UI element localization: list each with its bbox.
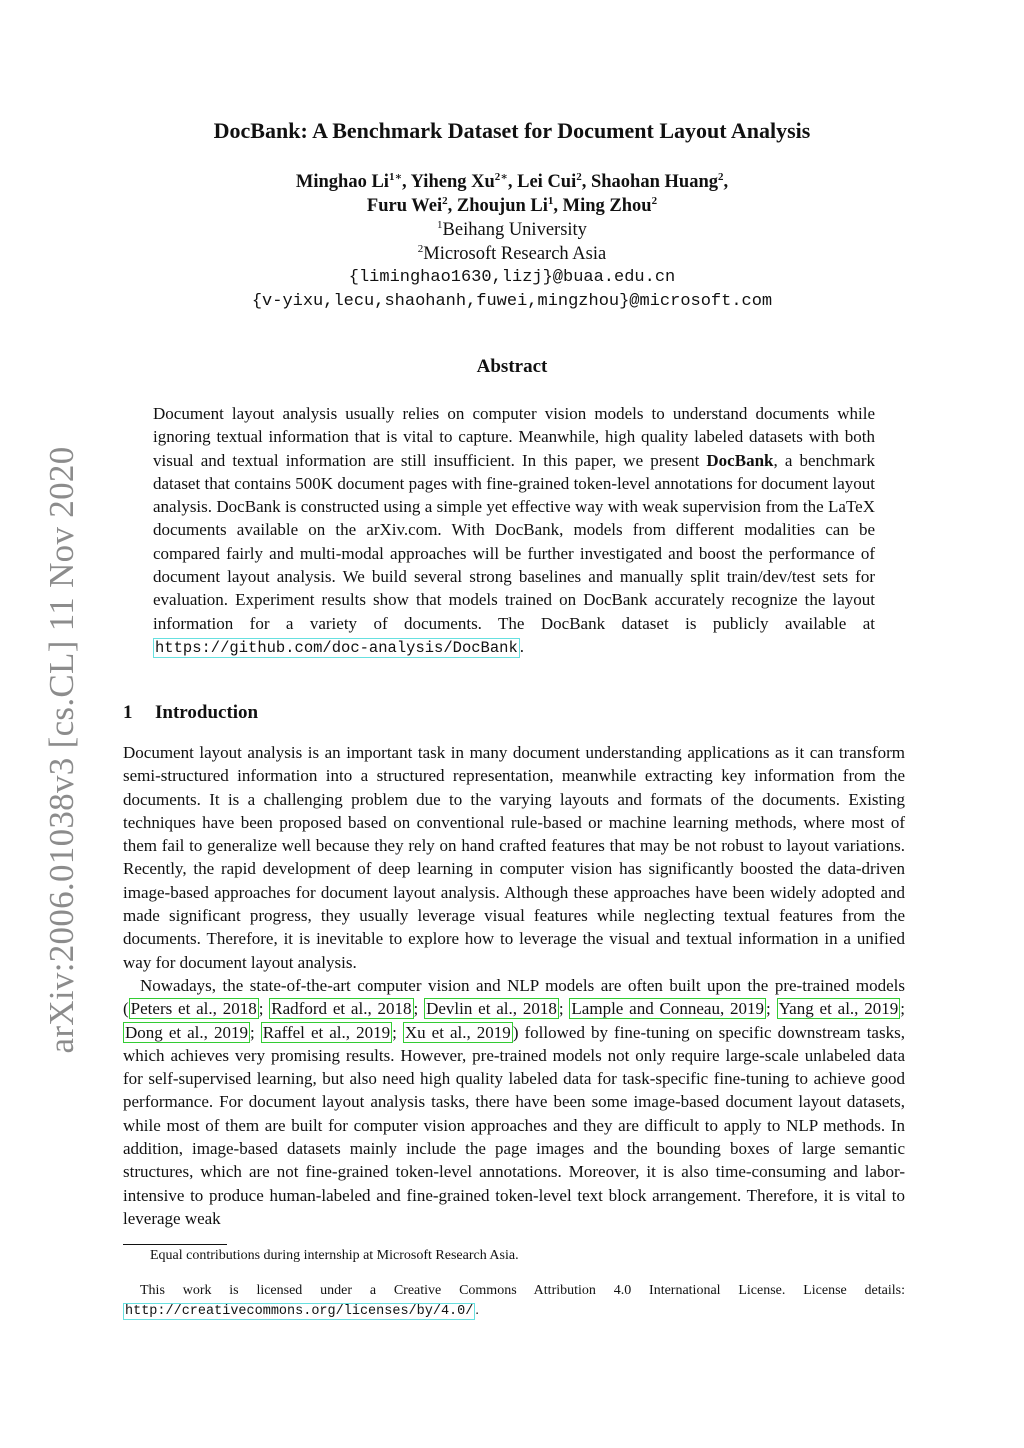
author-name: Ming Zhou	[562, 196, 652, 216]
abstract-text: , a benchmark dataset that contains 500K document pages with fine-grained token-level annotations for document layout analysis. DocBank is constructed using a simple yet effective way with weak supervision from the LaTeX documents available on the arXiv.com. With DocBank, models from different modalities can be compared fairly and multi-modal approaches will be further investigated and boost the performance of document layout analysis. We build several strong baselines and manually split train/dev/test sets for evaluation. Experiment results show that models trained on DocBank accurately recognize the layout information for a variety of documents. The DocBank dataset is publicly available at	[153, 450, 875, 633]
section-number: 1	[123, 702, 133, 723]
citation-link[interactable]: Devlin et al., 2018	[426, 999, 557, 1019]
author-affil-sup: 1∗	[388, 170, 403, 183]
license-text: This work is licensed under a Creative Commons Attribution 4.0 International License. License details:	[140, 1283, 905, 1298]
arxiv-id: arXiv:2006.01038v3 [cs.CL] 11 Nov 2020	[42, 446, 81, 1054]
section-heading	[123, 702, 258, 724]
author-name: Zhoujun Li	[456, 196, 548, 216]
author-affil-sup: 2	[442, 194, 448, 207]
footnote-divider	[123, 1244, 227, 1245]
license-link[interactable]: http://creativecommons.org/licenses/by/4.0/	[125, 1304, 474, 1319]
author-name: Minghao Li	[295, 172, 389, 192]
footnote-license	[123, 1281, 905, 1322]
citation-link[interactable]: Yang et al., 2019	[778, 999, 899, 1019]
affiliation-2	[0, 242, 1024, 266]
introduction-body	[123, 741, 905, 1230]
author-affil-sup: 2	[576, 170, 582, 183]
dataset-name: DocBank	[706, 450, 774, 470]
abstract-heading: Abstract	[476, 356, 548, 377]
author-name: Furu Wei	[366, 196, 443, 216]
footnote-equal-contribution: Equal contributions during internship at Microsoft Research Asia.	[150, 1248, 519, 1263]
paragraph-text: Nowadays, the state-of-the-art computer vision and NLP models are often built upon the pre-trained models (	[123, 975, 905, 1019]
abstract-text: Document layout analysis usually relies on computer vision models to understand documents while ignoring textual information that is vital to capture. Meanwhile, high quality labeled datasets with both visual and textual information are still insufficient. In this paper, we present	[153, 404, 875, 470]
abstract-end: .	[519, 636, 525, 656]
citation-link[interactable]: Lample and Conneau, 2019	[571, 999, 765, 1019]
author-name: Lei Cui	[517, 172, 577, 192]
author-name: Yiheng Xu	[410, 172, 495, 192]
citation-link[interactable]: Xu et al., 2019	[404, 1022, 511, 1042]
author-block	[0, 170, 1024, 314]
citation-link[interactable]: Raffel et al., 2019	[262, 1022, 391, 1042]
section-title: Introduction	[155, 702, 259, 723]
arxiv-sidebar-stamp	[34, 446, 90, 1054]
citation-link[interactable]: Dong et al., 2019	[125, 1022, 248, 1042]
affil-sup: 1	[437, 218, 443, 231]
author-affil-sup: 2∗	[494, 170, 508, 183]
affiliation-name: Beihang University	[442, 220, 587, 240]
paragraph: Document layout analysis is an important task in many document understanding applications as it can transform semi-structured information into a structured representation, meanwhile extracting key information from the documents. It is a challenging problem due to the varying layouts and formats of the documents. Existing techniques have been proposed based on conventional rule-based or machine learning methods, where most of them fail to generalize well because they rely on hand crafted features that may be not robust to layout variations. Recently, the rapid development of deep learning in computer vision has significantly boosted the data-driven image-based approaches for document layout analysis. Although these approaches have been widely adopted and made significant progress, they usually leverage visual features while neglecting textual features from the documents. Therefore, it is inevitable to explore how to leverage the visual and textual information in a unified way for document layout analysis.	[123, 743, 905, 972]
github-link[interactable]: https://github.com/doc-analysis/DocBank	[155, 638, 518, 657]
author-affil-sup: 2	[717, 170, 724, 183]
paragraph-text: ) followed by fine-tuning on specific downstream tasks, which achieves very promising results. However, pre-trained models not only require large-scale unlabeled data for self-supervised learning, but also need high quality labeled data for task-specific fine-tuning to achieve good performance. For document layout analysis tasks, there have been some image-based document layout datasets, while most of them are built for computer vision approaches and they are difficult to apply to NLP methods. In addition, image-based datasets mainly include the page images and the bounding boxes of large semantic structures, which are not fine-grained token-level annotations. Moreover, it is also time-consuming and labor-intensive to produce human-labeled and fine-grained token-level text block arrangement. Therefore, it is vital to leverage weak	[123, 1022, 905, 1228]
license-end: .	[475, 1303, 479, 1318]
author-name: Shaohan Huang	[590, 172, 718, 192]
author-affil-sup: 1	[547, 194, 554, 207]
affiliation-1	[0, 218, 1024, 242]
paragraph: Nowadays, the state-of-the-art computer vision and NLP models are often built upon the pre-trained models ( Peters et al., 2018 ; Radford et al., 2018 ; Devlin et al., 2018 ; Lample and Conneau, 2019 ; Yang et al., 2019 ; Dong et al., 2019 ; Raffel et al., 2019 ; Xu et al., 2019 ) followed by fine-tuning on specific downstream tasks, which achieves very promising results. However, pre-trained models not only require large-scale unlabeled data for self-supervised learning, but also need high quality labeled data for task-specific fine-tuning to achieve good performance. For document layout analysis tasks, there have been some image-based document layout datasets, while most of them are built for computer vision approaches and they are difficult to apply to NLP methods. In addition, image-based datasets mainly include the page images and the bounding boxes of large semantic structures, which are not fine-grained token-level annotations. Moreover, it is also time-consuming and labor-intensive to produce human-labeled and fine-grained token-level text block arrangement. Therefore, it is vital to leverage weak	[123, 975, 905, 1228]
author-affil-sup: 2	[651, 194, 658, 207]
author-line-1: Minghao $Li^{1∗}$, Yiheng $Xu^{2∗}$, Lei Cui$^2$, Shaohan Huang$^2$,	[295, 170, 729, 192]
email-line-1: {liminghao1630,lizj}@buaa.edu.cn	[348, 268, 676, 287]
citation-link[interactable]: Radford et al., 2018	[271, 999, 412, 1019]
paper-title: DocBank: A Benchmark Dataset for Document Layout Analysis	[213, 118, 811, 143]
affiliation-name: Microsoft Research Asia	[423, 244, 607, 264]
email-line-2: {v-yixu,lecu,shaohanh,fuwei,mingzhou}@microsoft.com	[251, 292, 773, 311]
affil-sup: 2	[417, 242, 424, 255]
abstract-body	[153, 402, 875, 660]
author-line-2: Furu Wei$^2$, Zhoujun Li$^1$, Ming Zhou$^2$	[366, 194, 658, 216]
citation-link[interactable]: Peters et al., 2018	[130, 999, 257, 1019]
